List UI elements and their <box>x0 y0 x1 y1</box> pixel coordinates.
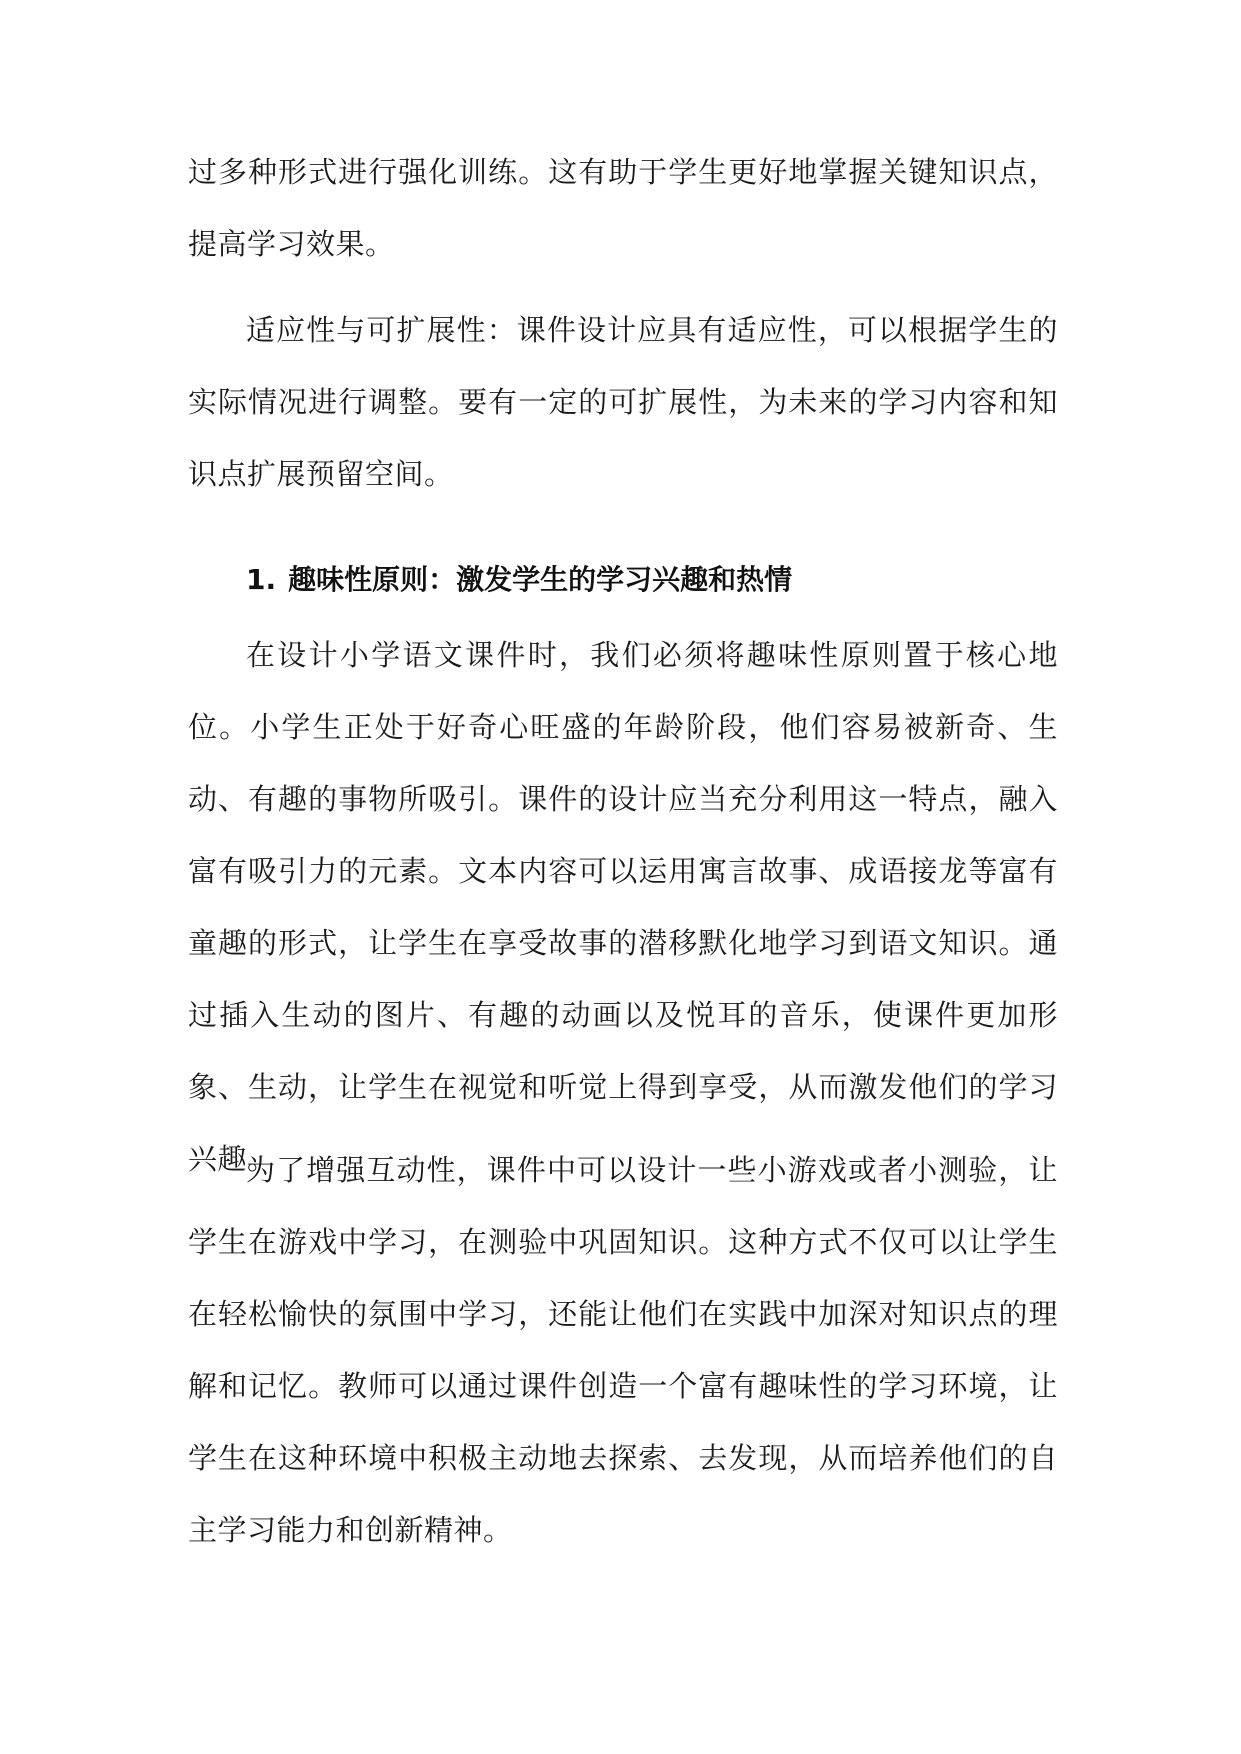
paragraph-interactivity: 为了增强互动性，课件中可以设计一些小游戏或者小测验，让学生在游戏中学习，在测验中巩固知识。这种方式不仅可以让学生在轻松愉快的氛围中学习，还能让他们在实践中加深对知识点的理解和记忆。教师可以通过课件创造一个富有趣味性的学习环境，让学生在这种环境中积极主动地去探索、去发现，从而培养他们的自主学习能力和创新精神。 <box>188 1153 1058 1547</box>
paragraph-fun-principle: 在设计小学语文课件时，我们必须将趣味性原则置于核心地位。小学生正处于好奇心旺盛的年龄阶段，他们容易被新奇、生动、有趣的事物所吸引。课件的设计应当充分利用这一特点，融入富有吸引力的元素。文本内容可以运用寓言故事、成语接龙等富有童趣的形式，让学生在享受故事的潜移默化地学习到语文知识。通过插入生动的图片、有趣的动画以及悦耳的音乐，使课件更加形象、生动，让学生在视觉和听觉上得到享受，从而激发他们的学习兴趣。 <box>188 638 1058 1176</box>
section-heading <box>246 544 1058 616</box>
section-title: 趣味性原则：激发学生的学习兴趣和热情 <box>288 563 793 596</box>
paragraph-continuation: 过多种形式进行强化训练。这有助于学生更好地掌握关键知识点，提高学习效果。 <box>188 155 1058 261</box>
section-number: 1. <box>246 563 277 596</box>
paragraph-adaptability: 适应性与可扩展性：课件设计应具有适应性，可以根据学生的实际情况进行调整。要有一定的可扩展性，为未来的学习内容和知识点扩展预留空间。 <box>188 313 1058 491</box>
